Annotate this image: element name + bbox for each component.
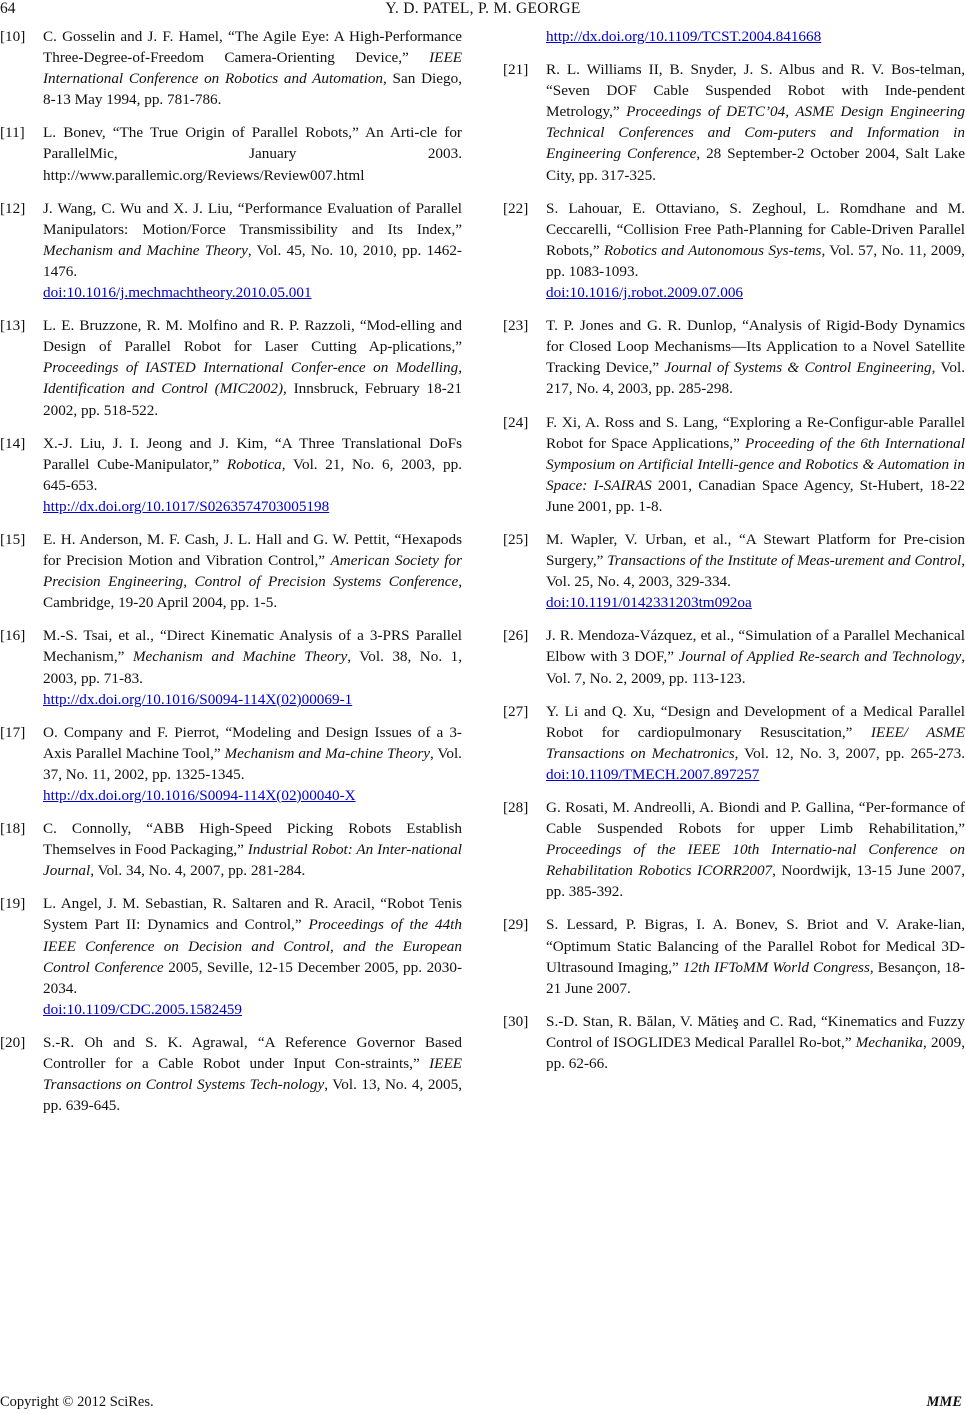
reference-authors-title: T. P. Jones and G. R. Dunlop, “Analysis of Rigid-Body Dynamics for Closed Loop Mechanisms—Its Application to a Novel Satellite Tracking Device,” <box>546 317 965 377</box>
reference-authors-title: S.-D. Stan, R. Bălan, V. Mătieş and C. Rad, “Kinematics and Fuzzy Control of ISOGLIDE3 Medical Parallel Ro-bot,” <box>546 1012 965 1051</box>
reference-entry <box>503 198 965 303</box>
reference-details: , Vol. 25, No. 4, 2003, 329-334. <box>546 552 965 591</box>
reference-number: [25] <box>503 530 529 548</box>
page-number: 64 <box>0 0 16 17</box>
reference-venue: Robotics and Autonomous Sys-tems <box>603 241 822 259</box>
reference-text <box>546 59 965 186</box>
reference-entry <box>503 701 965 785</box>
reference-venue: Journal of Systems & Control Engineering <box>664 359 932 377</box>
reference-authors-title: E. H. Anderson, M. F. Cash, J. L. Hall and G. W. Pettit, “Hexapods for Precision Motion and Vibration Control,” <box>43 530 462 570</box>
reference-venue: IEEE International Conference on Robotics and Automation <box>43 49 462 88</box>
reference-details: , San Diego, 8-13 May 1994, pp. 781-786. <box>43 70 462 109</box>
reference-number: [22] <box>503 199 529 217</box>
reference-text <box>43 433 462 517</box>
reference-number: [24] <box>503 413 529 431</box>
reference-venue: IEEE/ ASME Transactions on Mechatronics <box>546 723 965 762</box>
reference-text <box>43 722 462 806</box>
reference-entry <box>0 433 462 517</box>
reference-entry <box>0 1032 462 1116</box>
reference-number: [21] <box>503 61 529 79</box>
reference-venue: Transactions of the Institute of Meas-urement and Control <box>607 552 962 570</box>
reference-venue: Mechanism and Ma-chine Theory <box>224 744 430 762</box>
reference-details: , Vol. 57, No. 11, 2009, pp. 1083-1093. <box>546 241 965 280</box>
reference-entry <box>503 412 965 517</box>
reference-venue: Mechanism and Machine Theory <box>132 648 348 666</box>
reference-entry <box>0 625 462 709</box>
reference-entry <box>503 914 965 998</box>
reference-authors-title: R. L. Williams II, B. Snyder, J. S. Albus and R. V. Bos-telman, “Seven DOF Cable Suspended Robot with Inde-pendent Metrology,” <box>546 61 965 121</box>
reference-number: [19] <box>0 895 26 913</box>
reference-venue: IEEE Transactions on Control Systems Tech-nology <box>43 1055 462 1094</box>
reference-venue: Proceedings of the IEEE 10th Internatio-nal Conference on Rehabilitation Robotics ICORR2007 <box>546 841 965 880</box>
reference-number: [20] <box>0 1033 26 1051</box>
reference-entry <box>0 26 462 110</box>
reference-number: [10] <box>0 28 26 45</box>
reference-entry <box>0 529 462 613</box>
reference-text <box>43 315 462 420</box>
reference-venue: Journal of Applied Re-search and Technology <box>678 648 962 666</box>
reference-entry <box>0 198 462 303</box>
doi-link[interactable]: http://dx.doi.org/10.1109/TCST.2004.841668 <box>546 28 822 45</box>
reference-venue: Proceeding of the 6th International Symposium on Artificial Intelli-gence and Robotics & Automation in Space: I-SAIRAS <box>546 434 965 494</box>
reference-text <box>43 122 462 185</box>
reference-venue: Mechanism and Machine Theory <box>43 241 248 259</box>
reference-entry <box>503 1011 965 1074</box>
reference-details: , Vol. 21, No. 6, 2003, pp. 645-653. <box>43 455 463 494</box>
footer-copyright: Copyright © 2012 SciRes. <box>0 1394 154 1410</box>
right-column <box>503 26 965 1086</box>
reference-number: [16] <box>0 627 26 645</box>
reference-number: [15] <box>0 530 26 548</box>
reference-authors-title: L. Angel, J. M. Sebastian, R. Saltaren and R. Aracil, “Robot Tenis System Part II: Dynamics and Control,” <box>43 895 462 934</box>
reference-entry <box>503 315 965 399</box>
left-column <box>0 26 462 1128</box>
reference-authors-title: O. Company and F. Pierrot, “Modeling and Design Issues of a 3-Axis Parallel Machine Tool,” <box>43 723 462 762</box>
doi-link[interactable]: http://dx.doi.org/10.1017/S0263574703005198 <box>43 497 330 515</box>
reference-text <box>43 893 462 1020</box>
reference-venue: Mechanika <box>855 1033 924 1051</box>
reference-authors-title: S.-R. Oh and S. K. Agrawal, “A Reference Governor Based Controller for a Cable Robot under Input Con-straints,” <box>43 1033 462 1073</box>
reference-venue: Robotica <box>226 455 282 473</box>
reference-details: , Vol. 12, No. 3, 2007, pp. 265-273. <box>734 744 965 762</box>
reference-details: , Vol. 45, No. 10, 2010, pp. 1462-1476. <box>43 241 462 280</box>
doi-link[interactable]: doi:10.1016/j.mechmachtheory.2010.05.001 <box>43 284 312 302</box>
doi-link[interactable]: http://dx.doi.org/10.1016/S0094-114X(02)00040-X <box>43 787 356 804</box>
reference-entry <box>0 722 462 806</box>
reference-venue: 12th IFToMM World Congress <box>682 958 870 976</box>
reference-text <box>546 625 965 688</box>
reference-entry <box>503 797 965 902</box>
reference-details: , Noordwijk, 13-15 June 2007, pp. 385-392. <box>546 862 965 901</box>
reference-text <box>546 701 965 785</box>
reference-authors-title: S. Lessard, P. Bigras, I. A. Bonev, S. Briot and V. Arake-lian, “Optimum Static Balancing of the Parallel Robot for Medical 3D-Ultrasound Imaging,” <box>546 916 965 976</box>
reference-text <box>546 914 965 998</box>
reference-authors-title: F. Xi, A. Ross and S. Lang, “Exploring a Re-Configur-able Parallel Robot for Space Applications,” <box>546 413 965 452</box>
reference-number: [17] <box>0 723 26 741</box>
reference-details: , Vol. 13, No. 4, 2005, pp. 639-645. <box>43 1076 462 1115</box>
reference-text <box>546 529 965 613</box>
reference-text <box>43 529 462 613</box>
doi-link[interactable]: doi:10.1109/CDC.2005.1582459 <box>43 1000 242 1018</box>
reference-entry <box>0 818 462 881</box>
reference-number: [11] <box>0 124 25 142</box>
reference-number: [26] <box>503 627 529 645</box>
reference-number: [12] <box>0 199 26 217</box>
reference-number: [18] <box>0 820 26 838</box>
reference-venue: Proceedings of DETC’04, ASME Design Engineering Technical Conferences and Com-puters and Information in Engineering Conference <box>546 103 965 163</box>
reference-venue: Proceedings of IASTED International Confer-ence on Modelling, Identification and Control (MIC2002) <box>43 359 462 398</box>
reference-authors-title: C. Connolly, “ABB High-Speed Picking Robots Establish Themselves in Food Packaging,” <box>43 820 462 859</box>
running-header: Y. D. PATEL, P. M. GEORGE <box>385 0 581 17</box>
reference-number: [28] <box>503 799 529 816</box>
reference-entry <box>0 122 462 185</box>
reference-details: , Vol. 217, No. 4, 2003, pp. 285-298. <box>546 359 965 398</box>
reference-details: , Cambridge, 19-20 April 2004, pp. 1-5. <box>43 573 462 612</box>
reference-authors-title: Y. Li and Q. Xu, “Design and Development of a Medical Parallel Robot for cardiopulmonary Resuscitation,” <box>546 702 965 741</box>
reference-number: [14] <box>0 434 26 452</box>
reference-details: , Vol. 37, No. 11, 2002, pp. 1325-1345. <box>43 744 462 783</box>
reference-entry <box>503 59 965 186</box>
reference-number: [13] <box>0 317 26 335</box>
reference-text <box>546 315 965 399</box>
reference-details: , Vol. 38, No. 1, 2003, pp. 71-83. <box>43 648 462 687</box>
reference-text <box>546 797 965 902</box>
reference-number: [27] <box>503 702 529 720</box>
doi-link[interactable]: http://dx.doi.org/10.1016/S0094-114X(02)00069-1 <box>43 690 353 708</box>
reference-authors-title: L. E. Bruzzone, R. M. Molfino and R. P. Razzoli, “Mod-elling and Design of Parallel Robot for Laser Cutting Ap-plications,” <box>43 317 462 356</box>
reference-entry <box>503 625 965 688</box>
reference-authors-title: L. Bonev, “The True Origin of Parallel Robots,” An Arti-cle for ParallelMic, January 2003. http://www.parallemic.org/Reviews/Review007.html <box>43 124 462 184</box>
reference-authors-title: J. Wang, C. Wu and X. J. Liu, “Performance Evaluation of Parallel Manipulators: Motion/Force Transmissibility and Its Index,” <box>43 199 462 238</box>
reference-details: , 28 September-2 October 2004, Salt Lake City, pp. 317-325. <box>546 145 965 184</box>
reference-details: , 2009, pp. 62-66. <box>546 1033 966 1073</box>
reference-text <box>43 1032 462 1116</box>
reference-details: , Besançon, 18-21 June 2007. <box>546 958 965 997</box>
reference-number: [30] <box>503 1012 529 1030</box>
reference-authors-title: M. Wapler, V. Urban, et al., “A Stewart Platform for Pre-cision Surgery,” <box>546 530 965 570</box>
reference-text <box>43 198 462 303</box>
reference-venue: Proceedings of the 44th IEEE Conference on Decision and Control, and the European Control Conference <box>43 916 462 976</box>
reference-text <box>546 412 965 517</box>
reference-number: [23] <box>503 317 529 335</box>
reference-authors-title: X.-J. Liu, J. I. Jeong and J. Kim, “A Three Translational DoFs Parallel Cube-Manipulator,” <box>43 434 462 473</box>
reference-details: , Vol. 7, No. 2, 2009, pp. 113-123. <box>546 648 965 687</box>
reference-entry <box>0 315 462 420</box>
doi-link[interactable]: doi:10.1109/TMECH.2007.897257 <box>546 765 760 783</box>
doi-link[interactable]: doi:10.1016/j.robot.2009.07.006 <box>546 284 744 302</box>
reference-details: , Vol. 34, No. 4, 2007, pp. 281-284. <box>90 862 306 880</box>
reference-text <box>546 198 965 303</box>
reference-details: , Innsbruck, February 18-21 2002, pp. 518-522. <box>43 380 462 419</box>
reference-authors-title: C. Gosselin and J. F. Hamel, “The Agile Eye: A High-Performance Three-Degree-of-Freedom Camera-Orienting Device,” <box>43 28 462 67</box>
reference-authors-title: S. Lahouar, E. Ottaviano, S. Zeghoul, L. Romdhane and M. Ceccarelli, “Collision Free Path-Planning for Cable-Driven Parallel Robots,” <box>546 199 965 259</box>
continued-link-line <box>503 26 965 47</box>
reference-venue: American Society for Precision Engineering, Control of Precision Systems Conference <box>43 552 462 591</box>
reference-venue: Industrial Robot: An Inter-national Journal <box>43 841 462 880</box>
doi-link[interactable]: doi:10.1191/0142331203tm092oa <box>546 594 752 612</box>
reference-text <box>43 625 462 709</box>
reference-details: 2005, Seville, 12-15 December 2005, pp. 2030-2034. <box>43 958 463 997</box>
footer-journal: MME <box>926 1394 962 1410</box>
reference-details: 2001, Canadian Space Agency, St-Hubert, 18-22 June 2001, pp. 1-8. <box>546 476 966 515</box>
reference-entry <box>503 529 965 613</box>
reference-number: [29] <box>503 916 529 934</box>
reference-authors-title: M.-S. Tsai, et al., “Direct Kinematic Analysis of a 3-PRS Parallel Mechanism,” <box>43 627 462 666</box>
reference-authors-title: J. R. Mendoza-Vázquez, et al., “Simulation of a Parallel Mechanical Elbow with 3 DOF,” <box>546 627 965 666</box>
reference-text <box>43 26 462 110</box>
reference-entry <box>0 893 462 1020</box>
reference-authors-title: G. Rosati, M. Andreolli, A. Biondi and P. Gallina, “Per-formance of Cable Suspended Robots for upper Limb Rehabilitation,” <box>546 799 965 838</box>
reference-text <box>546 1011 965 1074</box>
reference-text <box>43 818 462 881</box>
